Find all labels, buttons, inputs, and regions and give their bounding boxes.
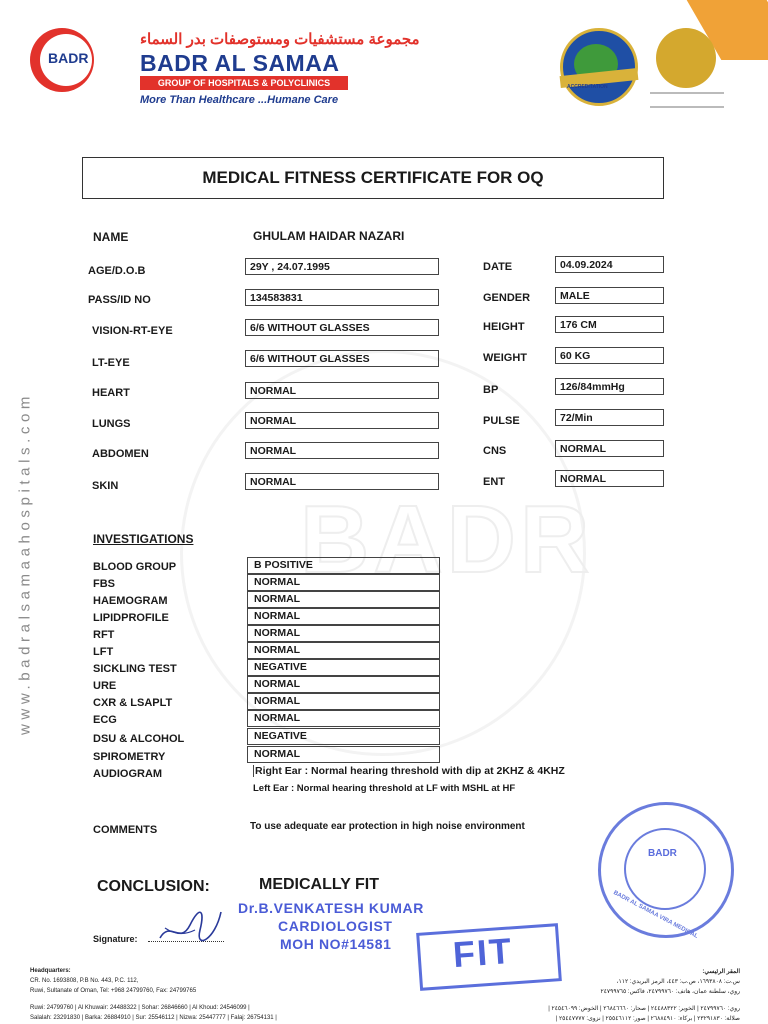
conclusion-value: MEDICALLY FIT	[259, 876, 380, 893]
hospital-seal-inner	[624, 828, 706, 910]
bp-value: 126/84mmHg	[555, 378, 664, 395]
brand-name: BADR AL SAMAA	[140, 50, 340, 76]
fit-stamp-text: FIT	[451, 929, 515, 976]
haemogram-value: NORMAL	[247, 591, 440, 608]
lipid-profile-value: NORMAL	[247, 608, 440, 625]
vision-rt-eye-label: VISION-RT-EYE	[92, 325, 173, 337]
blood-group-label: BLOOD GROUP	[93, 561, 177, 573]
brand-tagline: More Than Healthcare ...Humane Care	[140, 94, 339, 106]
pulse-label: PULSE	[483, 415, 520, 427]
doctor-license: MOH NO#14581	[280, 936, 392, 952]
cxr-label: CXR & LSAPLT	[93, 697, 173, 709]
audiogram-label: AUDIOGRAM	[93, 768, 163, 780]
brand-subtitle: GROUP OF HOSPITALS & POLYCLINICS	[140, 76, 348, 90]
lipid-profile-label: LIPIDPROFILE	[93, 612, 169, 624]
abdomen-label: ABDOMEN	[92, 448, 149, 460]
age-dob-label: AGE/D.O.B	[88, 265, 146, 277]
side-website-url: www.badralsamaahospitals.com	[16, 391, 34, 736]
cns-value: NORMAL	[555, 440, 664, 457]
skin-value: NORMAL	[245, 473, 439, 490]
footer-right-line-2: س.ت: ١٦٩٣٨٠٨، ص.ب: ٤٤٣، الرمز البريدي: ١١٢،	[616, 979, 740, 985]
cns-label: CNS	[483, 445, 507, 457]
footer-left-line-4: Ruwi: 24799760 | Al Khuwair: 24488322 | Sohar: 26846660 | Al Khoud: 24546099 |	[30, 1005, 250, 1011]
ecg-label: ECG	[93, 714, 117, 726]
heart-value: NORMAL	[245, 382, 439, 399]
height-value: 176 CM	[555, 316, 664, 333]
pass-id-value: 134583831	[245, 289, 439, 306]
footer-right-line-5: صلالة: ٢٣٢٩١٨٣٠ | بركاء: ٢٦٨٨٤٩١٠ | صور: ٢٥٥٤٦١١٢ | نزوى: ٢٥٤٤٧٧٧٧ |	[555, 1016, 740, 1022]
dsu-alcohol-value: NEGATIVE	[247, 728, 440, 745]
weight-label: WEIGHT	[483, 352, 527, 364]
hospital-seal-text: BADR	[648, 848, 677, 859]
accreditation-text: ACCREDITATION	[567, 84, 608, 90]
bp-label: BP	[483, 384, 499, 396]
blood-group-value: B POSITIVE	[247, 557, 440, 574]
signature-label: Signature:	[93, 934, 138, 944]
footer-right-line-3: روي، سلطنة عمان، هاتف: ٢٤٧٩٩٧٦٠، فاكس: ٢٤٧٩٩٧٦٥	[600, 989, 740, 995]
doctor-title: CARDIOLOGIST	[278, 918, 393, 934]
fbs-label: FBS	[93, 578, 115, 590]
spirometry-label: SPIROMETRY	[93, 751, 166, 763]
pass-id-label: PASS/ID NO	[88, 294, 151, 306]
fbs-value: NORMAL	[247, 574, 440, 591]
ent-label: ENT	[483, 476, 505, 488]
sickling-test-value: NEGATIVE	[247, 659, 440, 676]
brand-arabic-name: مجموعة مستشفيات ومستوصفات بدر السماء	[140, 31, 420, 48]
audiogram-left-ear: Left Ear : Normal hearing threshold at LF with MSHL at HF	[253, 783, 516, 794]
ent-value: NORMAL	[555, 470, 664, 487]
pulse-value: 72/Min	[555, 409, 664, 426]
spirometry-value: NORMAL	[247, 746, 440, 763]
haemogram-label: HAEMOGRAM	[93, 595, 168, 607]
lt-eye-label: LT-EYE	[92, 357, 130, 369]
age-dob-value: 29Y , 24.07.1995	[245, 258, 439, 275]
conclusion-label: CONCLUSION:	[97, 878, 210, 895]
signature-scribble-icon	[155, 900, 225, 950]
lungs-label: LUNGS	[92, 418, 131, 430]
certificate-title: MEDICAL FITNESS CERTIFICATE FOR OQ	[202, 168, 544, 187]
audiogram-right-ear: Right Ear : Normal hearing threshold with dip at 2KHZ & 4KHZ	[255, 765, 565, 777]
weight-value: 60 KG	[555, 347, 664, 364]
skin-label: SKIN	[92, 480, 119, 492]
hospital-logo-text: BADR	[48, 50, 89, 66]
hospital-seal-ring-text: BADR AL SAMAA VIRA MEDICAL	[612, 890, 699, 940]
footer-right-line-4: روي: ٢٤٧٩٩٧٦٠ | الخوير: ٢٤٤٨٨٣٢٢ | صحار: ٢٦٨٤٦٦٦٠ | الخوض: ٢٤٥٤٦٠٩٩ |	[548, 1006, 740, 1012]
dsu-alcohol-label: DSU & ALCOHOL	[93, 733, 185, 745]
date-label: DATE	[483, 261, 513, 273]
rft-value: NORMAL	[247, 625, 440, 642]
height-label: HEIGHT	[483, 321, 525, 333]
lft-value: NORMAL	[247, 642, 440, 659]
name-value: GHULAM HAIDAR NAZARI	[253, 229, 405, 243]
lft-label: LFT	[93, 646, 114, 658]
abdomen-value: NORMAL	[245, 442, 439, 459]
footer-left-line-3: Ruwi, Sultanate of Oman, Tel: +968 24799760, Fax: 24799765	[30, 988, 197, 994]
comments-label: COMMENTS	[93, 824, 158, 836]
doctor-name: Dr.B.VENKATESH KUMAR	[238, 900, 424, 916]
gender-label: GENDER	[483, 292, 531, 304]
cxr-value: NORMAL	[247, 693, 440, 710]
date-value: 04.09.2024	[555, 256, 664, 273]
footer-right-line-1: المقر الرئيسي:	[702, 969, 740, 975]
lungs-value: NORMAL	[245, 412, 439, 429]
footer-left-line-1: Headquarters:	[30, 968, 71, 974]
footer-left-line-5: Salalah: 23291830 | Barka: 26884910 | Sur: 25546112 | Nizwa: 25447777 | Falaj: 26754131 |	[30, 1015, 277, 1021]
rft-label: RFT	[93, 629, 115, 641]
lt-eye-value: 6/6 WITHOUT GLASSES	[245, 350, 439, 367]
ure-label: URE	[93, 680, 117, 692]
heart-label: HEART	[92, 387, 130, 399]
gender-value: MALE	[555, 287, 664, 304]
iso-caption-lines	[650, 92, 724, 108]
iso-seal-icon	[656, 28, 716, 88]
sickling-test-label: SICKLING TEST	[93, 663, 177, 675]
vision-rt-eye-value: 6/6 WITHOUT GLASSES	[245, 319, 439, 336]
investigations-heading: INVESTIGATIONS	[93, 532, 194, 546]
ecg-value: NORMAL	[247, 710, 440, 727]
watermark-text: BADR	[300, 486, 594, 593]
comments-value: To use adequate ear protection in high noise environment	[250, 821, 525, 832]
footer-left-line-2: CR. No. 1693808, P.B No. 443, P.C. 112,	[30, 978, 139, 984]
ure-value: NORMAL	[247, 676, 440, 693]
name-label: NAME	[93, 230, 129, 244]
